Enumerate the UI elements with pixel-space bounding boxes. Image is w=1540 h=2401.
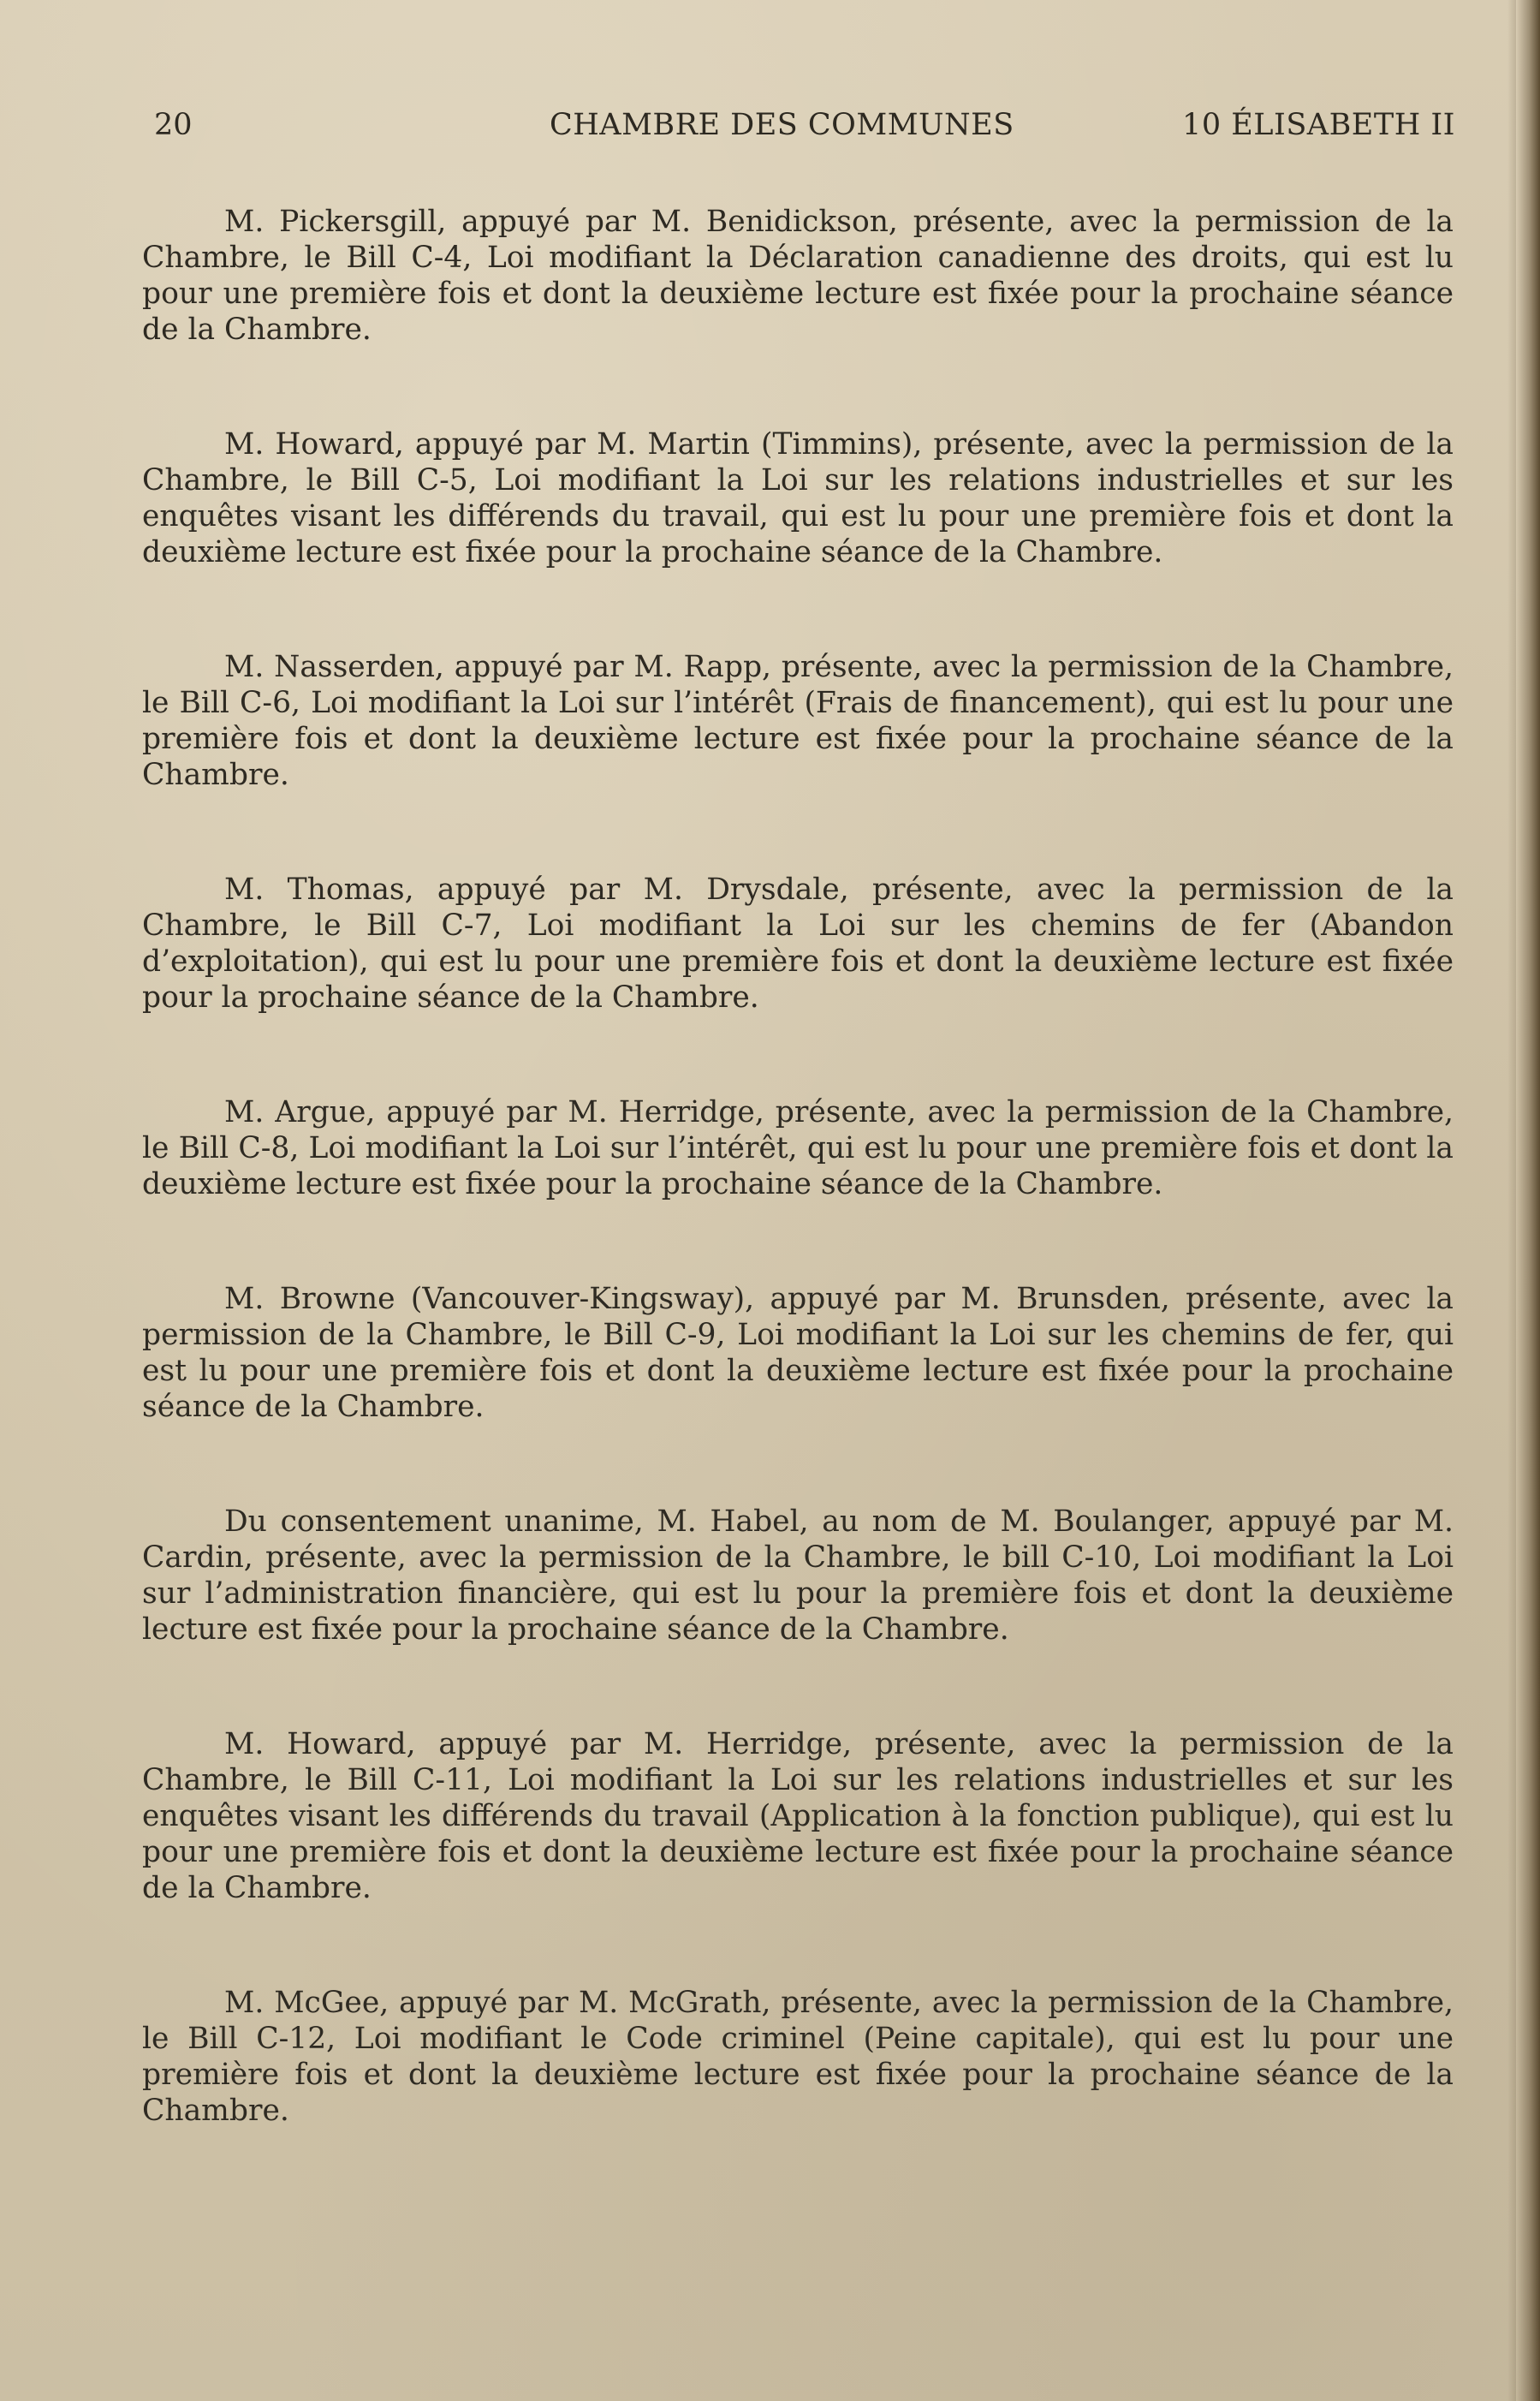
entry-bill-c10: Du consentement unanime, M. Habel, au nom de M. Boulanger, appuyé par M. Cardin, présente, avec la permission de la Chambre, le bill C-10, Loi modifiant la Loi sur l’administration financière, qui est lu pour la première fois et dont la deuxième lecture est fixée pour la prochaine séance de la Chambre. xyxy=(142,1504,1454,1647)
journal-entries xyxy=(142,204,1454,2207)
entry-bill-c4: M. Pickersgill, appuyé par M. Benidickson, présente, avec la permission de la Chambre, le Bill C-4, Loi modifiant la Déclaration canadienne des droits, qui est lu pour une première fois et dont la deuxième lecture est fixée pour la prochaine séance de la Chambre. xyxy=(142,205,1454,347)
binding-edge xyxy=(1516,0,1540,2401)
entry-bill-c8: M. Argue, appuyé par M. Herridge, présente, avec la permission de la Chambre, le Bill C-8, Loi modifiant la Loi sur l’intérêt, qui est lu pour une première fois et dont la deuxième lecture est fixée pour la prochaine séance de la Chambre. xyxy=(142,1095,1454,1201)
entry-bill-c5: M. Howard, appuyé par M. Martin (Timmins), présente, avec la permission de la Chambre, le Bill C-5, Loi modifiant la Loi sur les relations industrielles et sur les enquêtes visant les différends du travail, qui est lu pour une première fois et dont la deuxième lecture est fixée pour la prochaine séance de la Chambre. xyxy=(142,427,1454,569)
entry-bill-c9: M. Browne (Vancouver-Kingsway), appuyé par M. Brunsden, présente, avec la permission de la Chambre, le Bill C-9, Loi modifiant la Loi sur les chemins de fer, qui est lu pour une première fois et dont la deuxième lecture est fixée pour la prochaine séance de la Chambre. xyxy=(142,1282,1454,1424)
page-title: CHAMBRE DES COMMUNES xyxy=(550,108,1014,142)
entry-bill-c7: M. Thomas, appuyé par M. Drysdale, présente, avec la permission de la Chambre, le Bill C-7, Loi modifiant la Loi sur les chemins de fer (Abandon d’exploitation), qui est lu pour une première fois et dont la deuxième lecture est fixée pour la prochaine séance de la Chambre. xyxy=(142,873,1454,1015)
session-label: 10 ÉLISABETH II xyxy=(1182,108,1455,142)
entry-bill-c6: M. Nasserden, appuyé par M. Rapp, présente, avec la permission de la Chambre, le Bill C-6, Loi modifiant la Loi sur l’intérêt (Frais de financement), qui est lu pour une première fois et dont la deuxième lecture est fixée pour la prochaine séance de la Chambre. xyxy=(142,650,1454,792)
entry-bill-c12: M. McGee, appuyé par M. McGrath, présente, avec la permission de la Chambre, le Bill C-12, Loi modifiant le Code criminel (Peine capitale), qui est lu pour une première fois et dont la deuxième lecture est fixée pour la prochaine séance de la Chambre. xyxy=(142,1986,1454,2128)
entry-bill-c11: M. Howard, appuyé par M. Herridge, présente, avec la permission de la Chambre, le Bill C-11, Loi modifiant la Loi sur les relations industrielles et sur les enquêtes visant les différends du travail (Application à la fonction publique), qui est lu pour une première fois et dont la deuxième lecture est fixée pour la prochaine séance de la Chambre. xyxy=(142,1727,1454,1905)
page-number: 20 xyxy=(154,108,193,142)
binding-shadow xyxy=(1507,0,1516,2401)
running-header xyxy=(154,108,1455,152)
